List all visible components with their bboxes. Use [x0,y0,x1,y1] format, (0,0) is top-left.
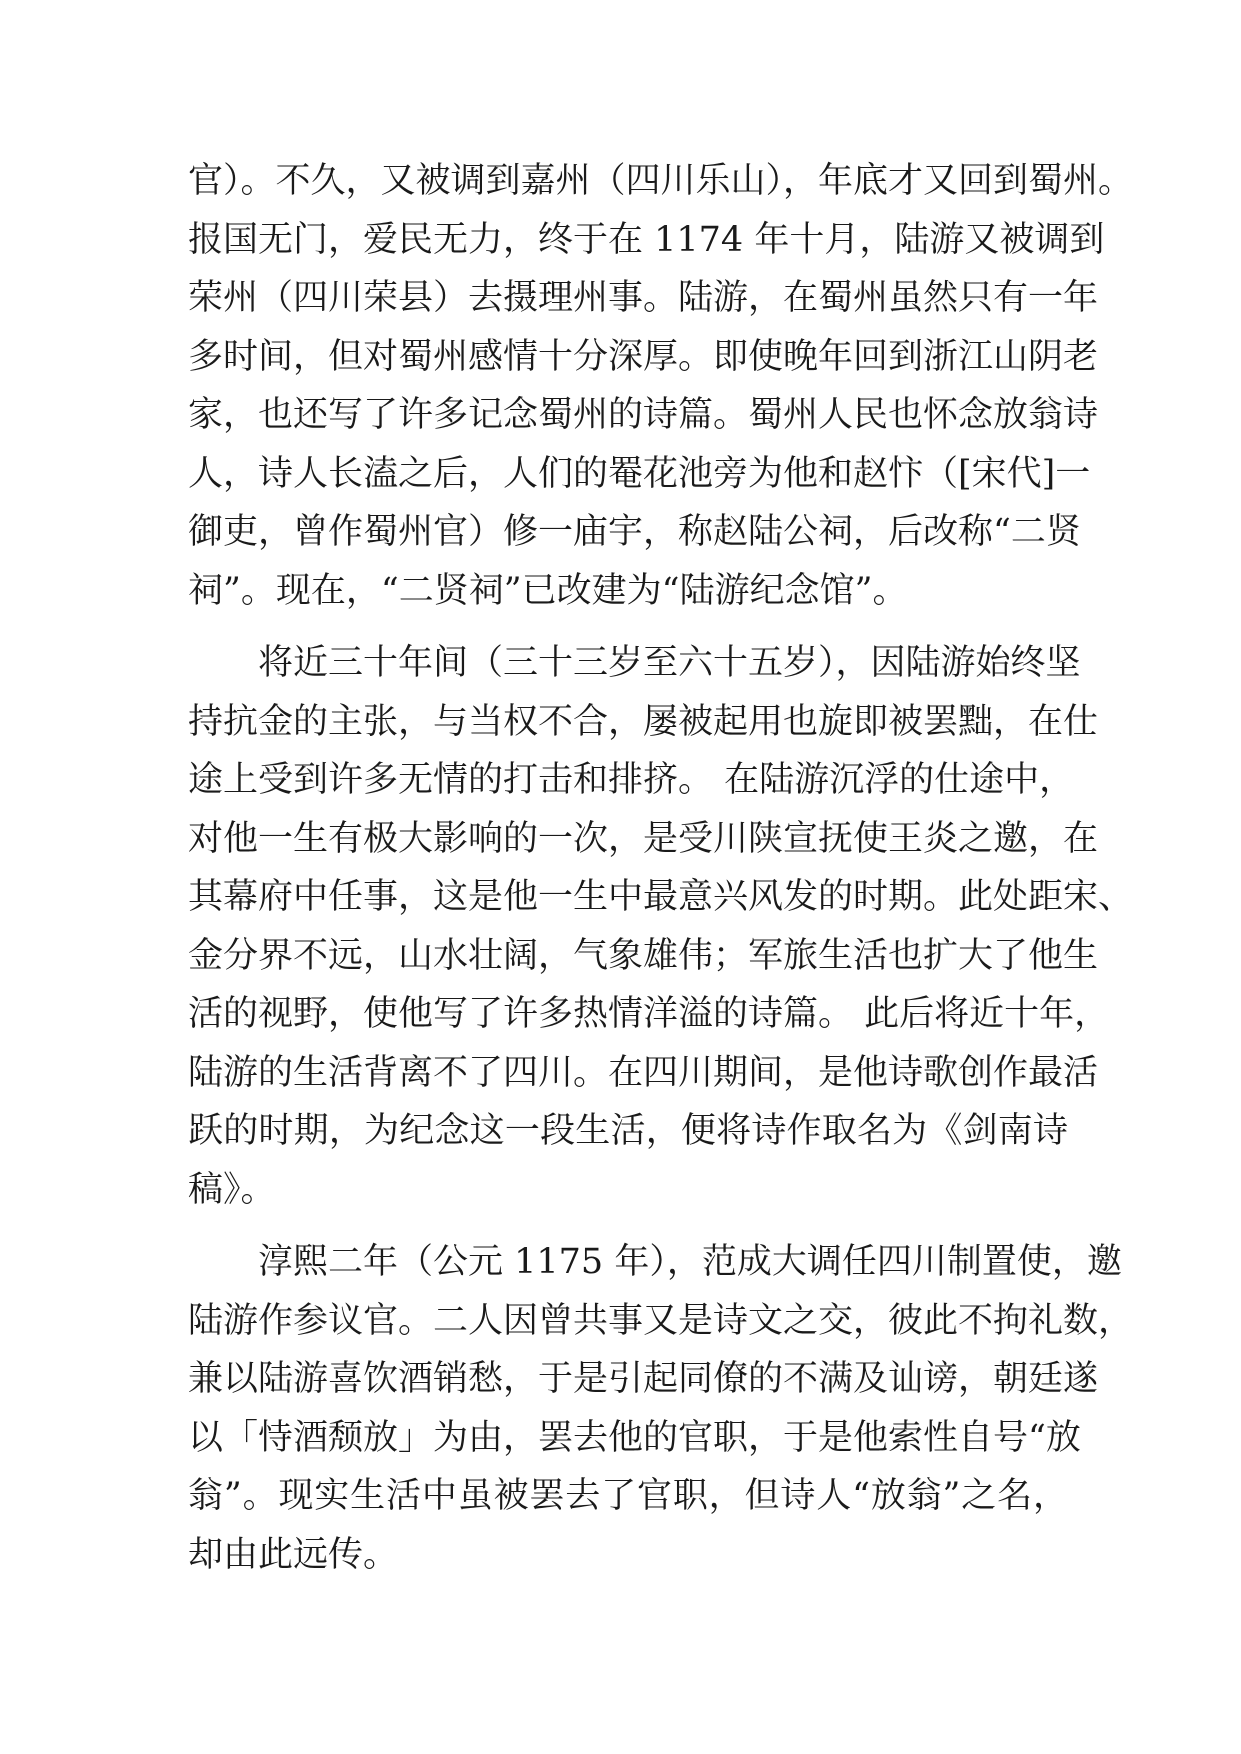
text-line: 人，诗人长溘之后，人们的罨花池旁为他和赵忭（[宋代]一 [188,453,1091,494]
text-line: 稿》。 [188,1169,276,1210]
text-line: 陆游作参议官。二人因曾共事又是诗文之交，彼此不拘礼数， [188,1300,1134,1341]
text-line: 报国无门，爱民无力，终于在 1174 年十月，陆游又被调到 [188,219,1105,260]
body-text [188,152,1134,1584]
text-line: 途上受到许多无情的打击和排挤。 在陆游沉浮的仕途中， [188,760,1075,800]
text-line: 活的视野，使他写了许多热情洋溢的诗篇。 此后将近十年， [188,994,1110,1034]
text-line: 翁”。现实生活中虽被罢去了官职，但诗人“放翁”之名， [188,1476,1068,1516]
text-line: 淳熙二年（公元 1175 年），范成大调任四川制置使，邀 [258,1242,1122,1282]
paragraph-3 [188,1233,1134,1584]
text-line: 陆游的生活背离不了四川。在四川期间，是他诗歌创作最活 [188,1052,1099,1093]
text-line: 多时间，但对蜀州感情十分深厚。即使晚年回到浙江山阴老 [188,336,1099,377]
text-line: 持抗金的主张，与当权不合，屡被起用也旋即被罢黜，在仕 [188,701,1099,742]
text-line: 以「恃酒颓放」为由，罢去他的官职，于是他索性自号“放 [188,1417,1081,1458]
text-line: 家，也还写了许多记念蜀州的诗篇。蜀州人民也怀念放翁诗 [188,395,1099,435]
text-line: 跃的时期，为纪念这一段生活，便将诗作取名为《剑南诗 [188,1111,1068,1151]
paragraph-2 [188,634,1134,1219]
text-line: 其幕府中任事，这是他一生中最意兴风发的时期。此处距宋、 [188,877,1134,917]
paragraph-spacer [188,620,1068,634]
text-line: 金分界不远，山水壮阔，气象雄伟；军旅生活也扩大了他生 [188,935,1099,976]
text-line: 御吏，曾作蜀州官）修一庙宇，称赵陆公祠，后改称“二贤 [188,512,1081,552]
text-line: 将近三十年间（三十三岁至六十五岁），因陆游始终坚 [258,643,1081,683]
text-line: 祠”。现在，“二贤祠”已改建为“陆游纪念馆”。 [188,570,908,611]
text-line: 却由此远传。 [188,1534,399,1575]
paragraph-1 [188,152,1134,620]
paragraph-spacer [188,1219,1068,1233]
text-line: 荣州（四川荣县）去摄理州事。陆游，在蜀州虽然只有一年 [188,278,1099,318]
text-line: 官）。不久，又被调到嘉州（四川乐山），年底才又回到蜀州。 [188,161,1134,201]
text-line: 对他一生有极大影响的一次，是受川陕宣抚使王炎之邀，在 [188,818,1099,859]
text-line: 兼以陆游喜饮酒销愁，于是引起同僚的不满及讪谤，朝廷遂 [188,1359,1099,1399]
